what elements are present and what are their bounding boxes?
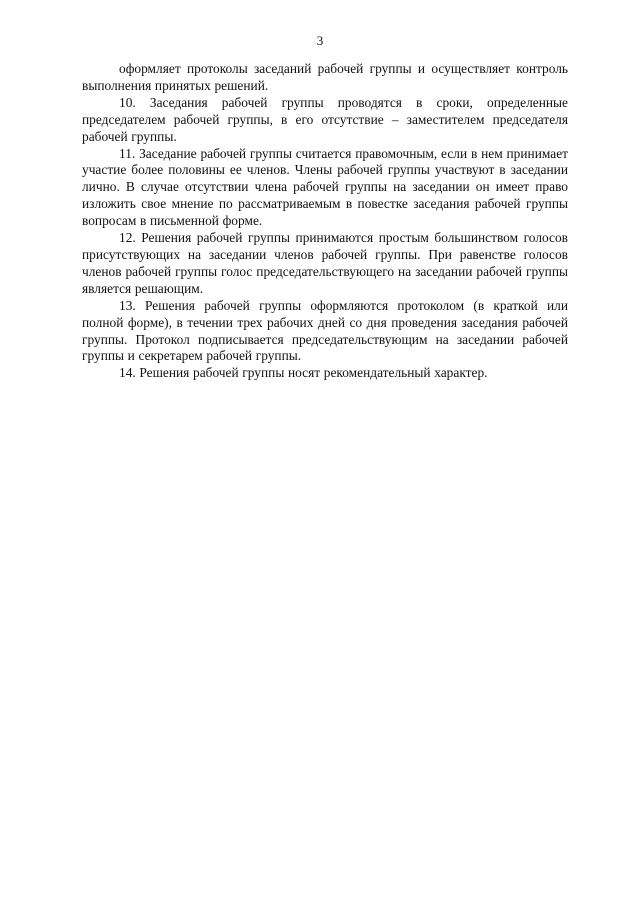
paragraph-11: 11. Заседание рабочей группы считается правомочным, если в нем принимает участие более половины ее членов. Члены рабочей группы участвуют в заседании лично. В случае отсутствии члена рабочей группы на заседании он имеет право изложить свое мнение по рассматриваемым в повестке заседания рабочей группы вопросам в письменной форме. bbox=[82, 145, 568, 229]
paragraph-12: 12. Решения рабочей группы принимаются простым большинством голосов присутствующих на заседании членов рабочей группы. При равенстве голосов членов рабочей группы голос председательствующего на заседании рабочей группы является решающим. bbox=[82, 230, 568, 296]
document-body bbox=[82, 61, 568, 382]
paragraph-10: 10. Заседания рабочей группы проводятся в сроки, определенные председателем рабочей группы, в его отсутствие – заместителем председателя рабочей группы. bbox=[82, 94, 568, 144]
paragraph-14: 14. Решения рабочей группы носят рекомендательный характер. bbox=[119, 365, 488, 381]
page-number: 3 bbox=[316, 33, 324, 48]
paragraph-continuation: оформляет протоколы заседаний рабочей группы и осуществляет контроль выполнения принятых решений. bbox=[82, 61, 568, 93]
paragraph-13: 13. Решения рабочей группы оформляются протоколом (в краткой или полной форме), в течении трех рабочих дней со дня проведения заседания рабочей группы. Протокол подписывается председательствующим на заседании рабочей группы и секретарем рабочей группы. bbox=[82, 297, 568, 364]
